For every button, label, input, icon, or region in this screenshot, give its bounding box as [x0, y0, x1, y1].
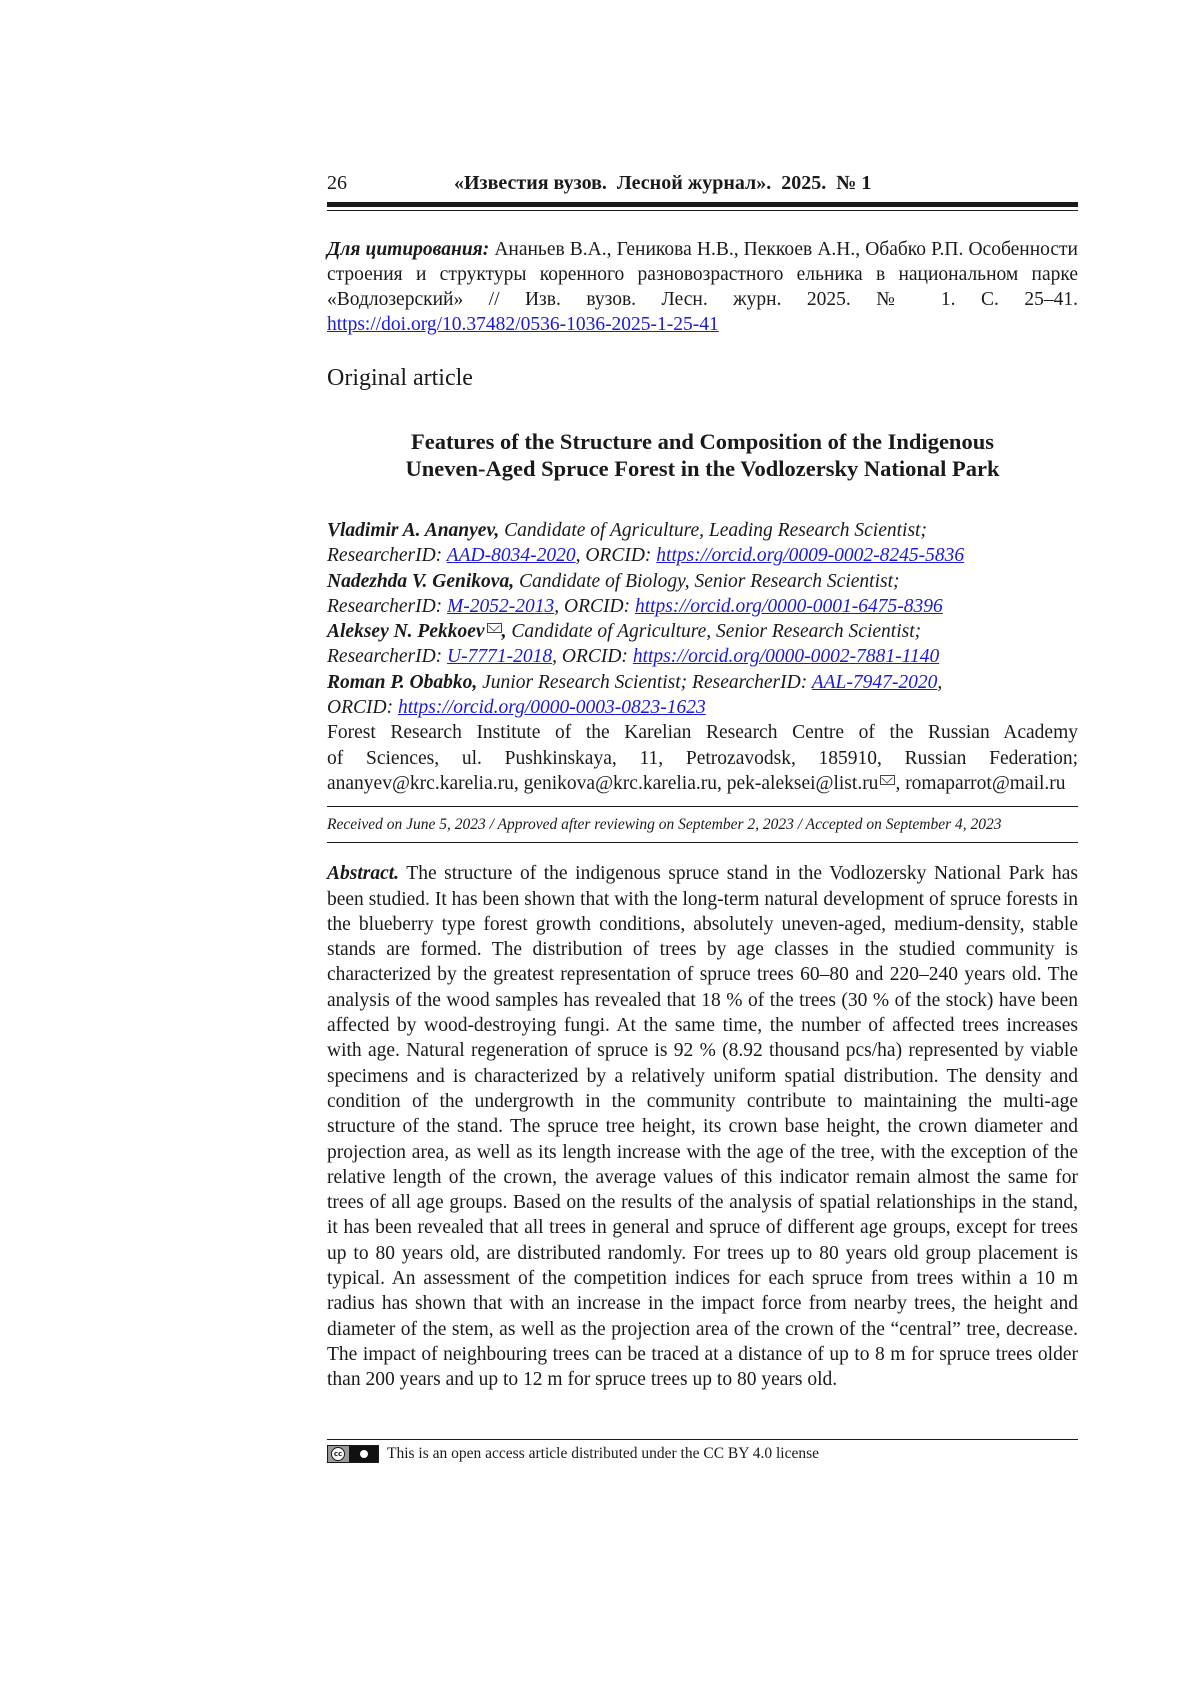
citation-block [327, 237, 1078, 337]
affiliation-line-2: of Sciences, ul. Pushkinskaya, 11, Petrozavodsk, 185910, Russian Federation; [327, 746, 1078, 771]
orcid-link[interactable]: https://orcid.org/0000-0002-7881-1140 [633, 646, 939, 667]
orcid-link[interactable]: https://orcid.org/0009-0002-8245-5836 [656, 545, 964, 566]
author-emails [327, 771, 1078, 796]
author-3-ids [327, 644, 1078, 669]
doi-link[interactable]: https://doi.org/10.37482/0536-1036-2025-1-25-41 [327, 314, 719, 335]
author-name-suffix: , [502, 621, 507, 642]
researcherid-link[interactable]: U-7771-2018 [447, 646, 552, 667]
author-1-ids [327, 543, 1078, 568]
orcid-label: , ORCID: [576, 545, 657, 566]
license-notice [327, 1439, 1078, 1463]
article-title-line-1: Features of the Structure and Composition of the Indigenous [327, 428, 1078, 455]
page-number: 26 [327, 172, 347, 195]
researcherid-label: ResearcherID: [327, 545, 447, 566]
cc-by-license-icon[interactable] [327, 1445, 379, 1463]
orcid-label: ORCID: [327, 697, 398, 718]
emails-text-end: , romaparrot@mail.ru [895, 773, 1065, 794]
abstract-label: Abstract. [327, 863, 399, 884]
author-name: Roman P. Obabko, [327, 672, 477, 693]
article-page [327, 172, 1078, 1463]
emails-text: ananyev@krc.karelia.ru, genikova@krc.karelia.ru, pek-aleksei@list.ru [327, 773, 878, 794]
authors-block [327, 518, 1078, 796]
affiliation-line-1: Forest Research Institute of the Karelian Research Centre of the Russian Academy [327, 720, 1078, 745]
article-title [327, 428, 1078, 482]
citation-text: Ананьев В.А., Геникова Н.В., Пеккоев А.Н., Обабко Р.П. Особенности строения и структуры коренного разновозрастного ельника в национальном парке «Водлозерский» // Изв. вузов. Лесн. журн. 2025. № 1. С. 25–41. [327, 239, 1078, 310]
license-text: This is an open access article distributed under the CC BY 4.0 license [387, 1445, 819, 1463]
researcherid-link[interactable]: AAL-7947-2020 [812, 672, 938, 693]
author-name: Vladimir A. Ananyev, [327, 520, 499, 541]
author-2 [327, 569, 1078, 594]
author-role: Candidate of Biology, Senior Research Scientist; [514, 571, 899, 592]
citation-label: Для цитирования: [327, 239, 489, 260]
article-dates: Received on June 5, 2023 / Approved after reviewing on September 2, 2023 / Accepted on September 4, 2023 [327, 806, 1078, 843]
running-header [327, 172, 1078, 207]
person-icon [359, 1449, 369, 1459]
researcherid-link[interactable]: AAD-8034-2020 [447, 545, 576, 566]
author-2-ids [327, 594, 1078, 619]
orcid-label: , ORCID: [554, 596, 635, 617]
abstract-text: The structure of the indigenous spruce stand in the Vodlozersky National Park has been studied. It has been shown that with the long-term natural development of spruce forests in the blueberry type forest growth conditions, absolutely uneven-aged, medium-density, stable stands are formed. The distribution of trees by age classes in the studied community is characterized by the greatest representation of spruce trees 60–80 and 220–240 years old. The analysis of the wood samples has revealed that 18 % of the trees (30 % of the stock) have been affected by wood-destroying fungi. At the same time, the number of affected trees increases with age. Natural regeneration of spruce is 92 % (8.92 thousand pcs/ha) represented by viable specimens and is characterized by a relatively uniform spatial distribution. The density and condition of the undergrowth in the community contribute to maintaining the multi-age structure of the stand. The spruce tree height, its crown base height, the crown diameter and projection area, as well as its length increase with the age of the tree, with the exception of the relative length of the crown, the average values of this indicator remain almost the same for trees of all age groups. Based on the results of the analysis of spatial relationships in the stand, it has been revealed that all trees in general and spruce of different age groups, except for trees up to 80 years old, are distributed randomly. For trees up to 80 years old group placement is typical. An assessment of the competition indices for each spruce from trees within a 10 m radius has shown that with an increase in the impact force from nearby trees, the height and diameter of the stem, as well as the projection area of the crown of the “central” tree, decrease. The impact of neighbouring trees can be traced at a distance of up to 8 m for spruce trees older than 200 years and up to 12 m for spruce trees up to 80 years old. [327, 863, 1078, 1390]
author-3 [327, 619, 1078, 644]
article-type: Original article [327, 365, 1078, 392]
article-title-line-2: Uneven-Aged Spruce Forest in the Vodlozersky National Park [327, 455, 1078, 482]
envelope-icon [487, 623, 502, 633]
researcherid-label: ResearcherID: [327, 596, 447, 617]
cc-icon: cc [331, 1447, 345, 1461]
author-role: Candidate of Agriculture, Senior Research Scientist; [506, 621, 921, 642]
envelope-icon [880, 775, 895, 785]
author-role: Candidate of Agriculture, Leading Research Scientist; [499, 520, 927, 541]
researcherid-link[interactable]: M-2052-2013 [447, 596, 554, 617]
journal-title: «Известия вузов. Лесной журнал». 2025. № 1 [454, 172, 871, 195]
researcherid-label: ResearcherID: [327, 646, 447, 667]
by-attribution-icon [349, 1446, 378, 1462]
author-name: Nadezhda V. Genikova, [327, 571, 514, 592]
orcid-link[interactable]: https://orcid.org/0000-0001-6475-8396 [635, 596, 943, 617]
author-4-ids [327, 695, 1078, 720]
author-1 [327, 518, 1078, 543]
author-4 [327, 670, 1078, 695]
orcid-link[interactable]: https://orcid.org/0000-0003-0823-1623 [398, 697, 706, 718]
abstract-block [327, 861, 1078, 1392]
author-name: Aleksey N. Pekkoev [327, 621, 485, 642]
orcid-label: , ORCID: [552, 646, 633, 667]
researcherid-suffix: , [937, 672, 942, 693]
author-role: Junior Research Scientist; ResearcherID: [477, 672, 811, 693]
